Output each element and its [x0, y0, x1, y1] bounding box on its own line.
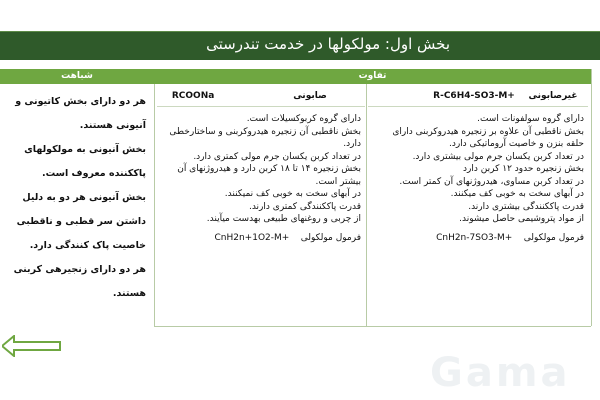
soap-line: در آبهای سخت به خوبی کف نمیکنند.	[224, 189, 361, 199]
soap-line: بخش زنجیره ۱۴ تا ۱۸ کربن دارد و هیدروژنهای آن بیشتر است.	[177, 164, 361, 187]
soap-heading-formula: RCOONa	[171, 91, 215, 101]
detergent-formula-row	[368, 232, 588, 245]
detergent-heading	[368, 86, 588, 107]
detergent-line: بخش زنجیره حدود ۱۲ کربن دارد	[463, 164, 584, 174]
detergent-heading-label: غیرصابونی	[528, 91, 578, 101]
soap-line: دارای گروه کربوکسیلات است.	[246, 114, 361, 124]
title-bar	[0, 31, 600, 60]
header-similarity: شباهت	[0, 69, 154, 84]
similarity-line: بخش آنیونی به مولکولهای پاککننده معروف است.	[24, 144, 146, 179]
detergent-line: از مواد پتروشیمی حاصل میشوند.	[459, 214, 584, 224]
soap-column	[157, 113, 365, 244]
divider-soap-detergent	[366, 84, 367, 326]
soap-line: از چربی و روغنهای طبیعی بهدست میآیند.	[206, 214, 361, 224]
slide-title: بخش اول: مولکولها در خدمت تندرستی	[206, 35, 450, 53]
back-arrow-icon[interactable]	[2, 335, 62, 357]
gama-watermark: Gama	[430, 350, 571, 396]
soap-line: در تعداد کربن یکسان جرم مولی کمتری دارد.	[193, 151, 361, 162]
table-bottom-line	[154, 326, 591, 327]
divider-right-edge	[591, 69, 592, 326]
soap-line: قدرت پاککنندگی کمتری دارند.	[248, 201, 361, 212]
similarity-column	[0, 90, 150, 306]
detergent-line: بخش ناقطبی آن علاوه بر زنجیره هیدروکربنی دارای حلقه بنزن و خاصیت آروماتیکی دارد.	[392, 126, 584, 149]
detergent-heading-formula: R-C6H4-SO3-M+	[433, 91, 515, 101]
header-difference: تفاوت	[154, 69, 591, 84]
detergent-formula: CnH2n-7SO3-M+	[436, 232, 513, 243]
detergent-line: در تعداد کربن مساوی، هیدروژنهای آن کمتر است.	[399, 176, 584, 187]
detergent-column	[368, 113, 588, 244]
detergent-formula-label: فرمول مولکولی	[523, 232, 584, 243]
detergent-line: در تعداد کربن یکسان جرم مولی بیشتری دارد.	[412, 151, 584, 162]
similarity-line: بخش آنیونی هر دو به دلیل داشتن سر قطبی و ناقطبی خاصیت پاک کنندگی دارد.	[16, 192, 146, 251]
similarity-line: هر دو دارای بخش کاتیونی و آنیونی هستند.	[15, 96, 146, 131]
soap-heading	[157, 86, 365, 107]
soap-formula-row	[157, 232, 365, 245]
similarity-line: هر دو دارای زنجیرهی کربنی هستند.	[13, 264, 146, 299]
detergent-line: در آبهای سخت به خوبی کف میکنند.	[450, 189, 584, 199]
detergent-line: قدرت پاککنندگی بیشتری دارند.	[468, 201, 584, 212]
divider-sim-soap	[154, 84, 155, 326]
soap-formula-label: فرمول مولکولی	[300, 232, 361, 243]
soap-formula: CnH2n+1O2-M+	[214, 232, 290, 243]
soap-heading-label: صابونی	[293, 91, 327, 101]
soap-line: بخش ناقطبی آن زنجیره هیدروکربنی و ساختارخطی دارد.	[169, 126, 361, 149]
detergent-line: دارای گروه سولفونات است.	[477, 114, 584, 124]
